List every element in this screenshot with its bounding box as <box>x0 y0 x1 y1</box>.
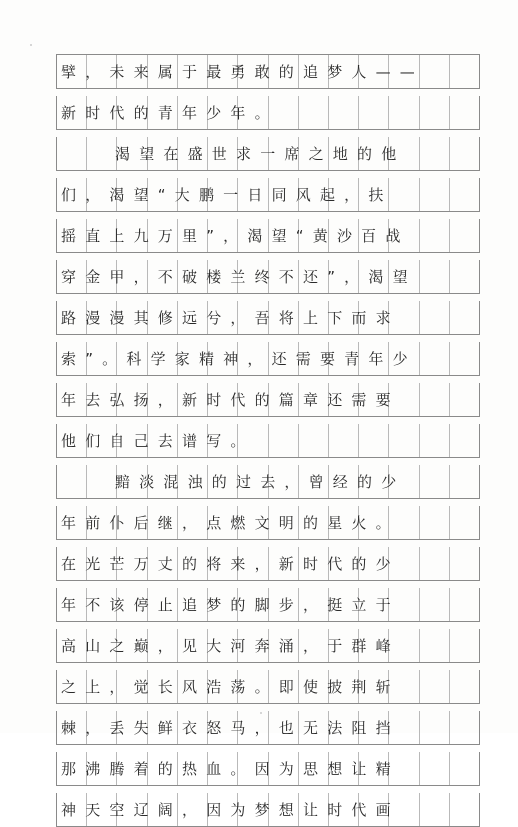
handwritten-line: 黯淡混浊的过去，曾经的少 <box>115 473 406 491</box>
grid-row <box>56 711 480 745</box>
handwritten-line: 穿金甲，不破楼兰终不还”，渴望 <box>61 268 417 286</box>
handwritten-line: 擘，未来属于最勇敢的追梦人—— <box>61 63 425 81</box>
grid-row <box>56 670 480 704</box>
handwritten-line: 那沸腾着的热血。因为思想让精 <box>61 760 400 778</box>
grid-row <box>56 752 480 786</box>
grid-row <box>56 55 480 89</box>
handwritten-line: 索”。科学家精神，还需要青年少 <box>61 350 417 368</box>
grid-row <box>56 301 480 335</box>
handwritten-line: 神天空辽阔，因为梦想让时代画 <box>61 801 400 819</box>
handwritten-line: 路漫漫其修远兮，吾将上下而求 <box>61 309 400 327</box>
grid-row <box>56 219 480 253</box>
handwritten-line: 在光芒万丈的将来，新时代的少 <box>61 555 400 573</box>
handwritten-line: 高山之巅，见大河奔涌，于群峰 <box>61 637 400 655</box>
grid-row <box>56 178 480 212</box>
grid-row <box>56 793 480 827</box>
handwritten-line: 年不该停止追梦的脚步，挺立于 <box>61 596 400 614</box>
grid-row <box>56 383 480 417</box>
grid-row <box>56 506 480 540</box>
handwritten-line: 棘，丢失鲜衣怒马，也无法阻挡 <box>61 719 400 737</box>
grid-row <box>56 588 480 622</box>
grid-row <box>56 547 480 581</box>
grid-row <box>56 96 480 130</box>
handwritten-line: 们，渴望“大鹏一日同风起，扶 <box>61 186 393 204</box>
paper-speck <box>260 712 262 714</box>
handwritten-line: 新时代的青年少年。 <box>61 104 279 122</box>
grid-row <box>56 465 480 499</box>
writing-grid <box>56 54 480 827</box>
grid-row <box>56 342 480 376</box>
paper-speck <box>30 44 32 46</box>
grid-row <box>56 424 480 458</box>
handwritten-line: 年去弘扬，新时代的篇章还需要 <box>61 391 400 409</box>
handwritten-line: 他们自己去谱写。 <box>61 432 255 450</box>
handwritten-line: 之上，觉长风浩荡。即使披荆斩 <box>61 678 400 696</box>
grid-row <box>56 137 480 171</box>
grid-row <box>56 629 480 663</box>
grid-row <box>56 260 480 294</box>
handwritten-line: 渴望在盛世求一席之地的他 <box>115 145 406 163</box>
handwritten-line: 年前仆后继，点燃文明的星火。 <box>61 514 400 532</box>
handwritten-line: 摇直上九万里”，渴望“黄沙百战 <box>61 227 410 245</box>
